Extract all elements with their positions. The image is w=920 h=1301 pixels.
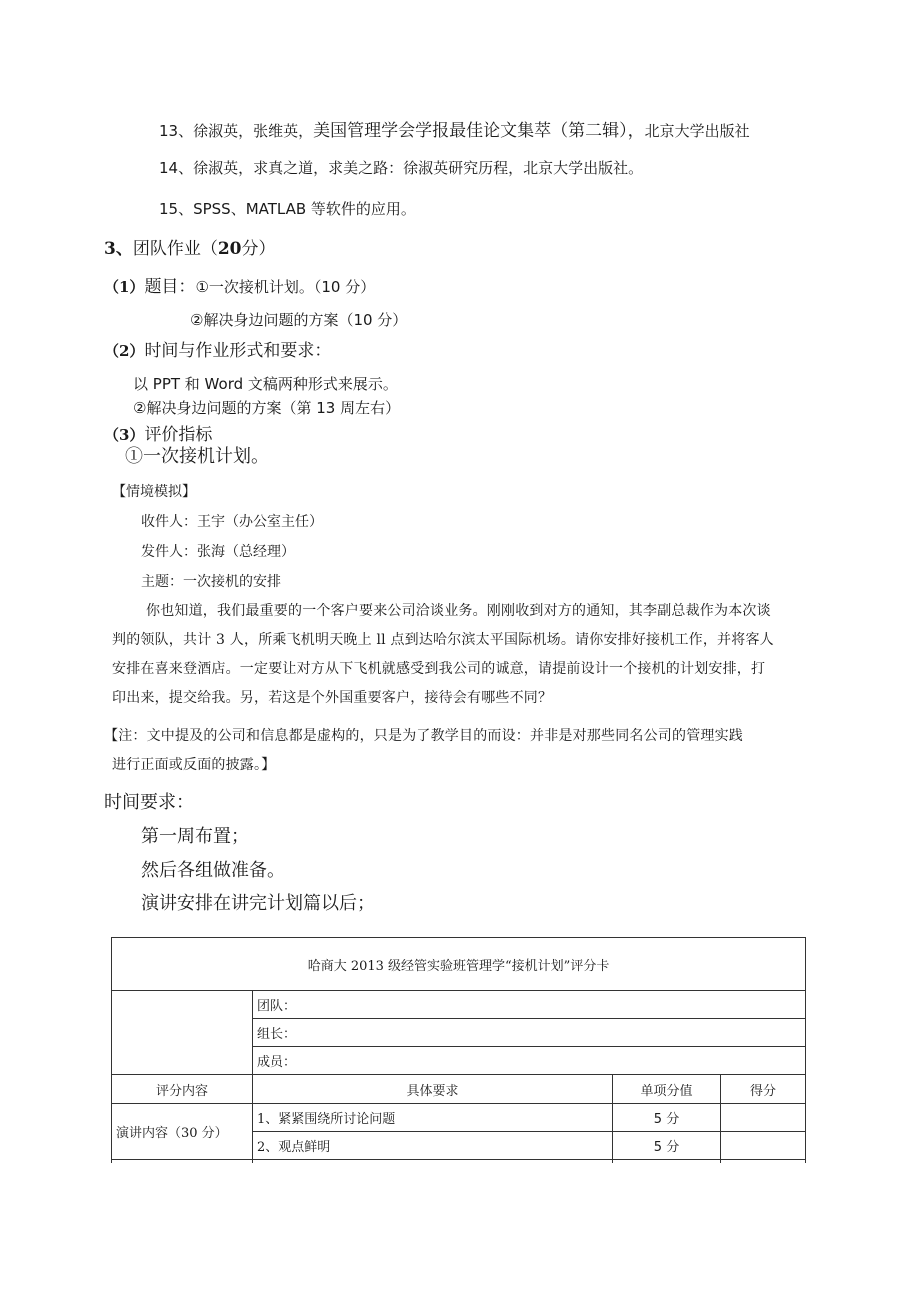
time-requirement-line-1: 第一周布置；: [141, 826, 249, 847]
scenario-body-line-1: 你也知道，我们最重要的一个客户要来公司洽谈业务。刚刚收到对方的通知，其李副总裁作为本次谈: [146, 603, 771, 619]
page-bottom-margin: [0, 1163, 920, 1301]
question-1: [104, 272, 375, 297]
question-3-item-1: ①一次接机计划。: [125, 446, 269, 467]
question-2-label: 时间与作业形式和要求：: [144, 341, 332, 361]
question-3-label: 评价指标: [144, 425, 213, 445]
scenario-recipient: 收件人：王宇（办公室主任）: [141, 514, 323, 530]
header-score-got: 得分: [721, 1075, 806, 1104]
question-1-label: 题目：: [144, 277, 196, 297]
reference-13-authors: 徐淑英，张维英，: [193, 122, 314, 140]
team-row: [112, 991, 806, 1019]
item-score-cell: 5 分: [613, 1132, 721, 1160]
scenario-note-line-1: 【注：文中提及的公司和信息都是虚构的，只是为了教学目的而设：并非是对那些同名公司的管理实践: [104, 728, 743, 744]
section-3-number: 3、: [104, 239, 133, 259]
time-requirement-line-2: 然后各组做准备。: [141, 860, 285, 881]
table-header-row: [112, 1075, 806, 1104]
reference-15: [159, 198, 416, 219]
question-2-line-2: ②解决身边问题的方案（第 13 周左右）: [133, 399, 401, 417]
header-requirement: 具体要求: [253, 1075, 613, 1104]
requirement-cell: 2、观点鲜明: [253, 1132, 613, 1160]
reference-13-title: 美国管理学会学报最佳论文集萃（第二辑），: [313, 121, 645, 141]
team-label: 团队：: [253, 991, 806, 1019]
category-cell: 演讲内容（30 分）: [112, 1104, 253, 1160]
question-1-number: （1）: [104, 278, 145, 296]
scenario-tag: 【情境模拟】: [112, 484, 196, 500]
score-card-table: [111, 937, 806, 1200]
reference-13-number: 13、: [159, 122, 194, 140]
question-1-item-1: ①一次接机计划。（10 分）: [195, 278, 376, 296]
scenario-note-line-2: 进行正面或反面的披露。】: [112, 757, 276, 773]
reference-15-number: 15、: [159, 200, 194, 218]
reference-13-publisher: 北京大学出版社: [644, 122, 750, 140]
reference-14-number: 14、: [159, 159, 194, 177]
section-3-score: 20: [217, 239, 242, 259]
score-card-title: 哈商大 2013 级经管实验班管理学“接机计划”评分卡: [112, 938, 806, 991]
reference-13: [159, 116, 750, 141]
time-requirement-line-3: 演讲安排在讲完计划篇以后；: [141, 893, 375, 914]
item-score-cell: 5 分: [613, 1104, 721, 1132]
scenario-sender: 发件人：张海（总经理）: [141, 544, 295, 560]
time-requirement-heading: 时间要求：: [104, 792, 194, 813]
question-1-item-2: ②解决身边问题的方案（10 分）: [190, 311, 408, 329]
score-got-cell[interactable]: [721, 1132, 806, 1160]
scenario-body-line-3: 安排在喜来登酒店。一定要让对方从下飞机就感受到我公司的诚意，请提前设计一个接机的计划安排，打: [112, 661, 766, 677]
section-3-heading: [104, 234, 276, 259]
question-2-number: （2）: [104, 342, 145, 360]
header-item-score: 单项分值: [613, 1075, 721, 1104]
question-3-number: （3）: [104, 426, 145, 444]
reference-14-text: 徐淑英，求真之道，求美之路：徐淑英研究历程，北京大学出版社。: [193, 159, 644, 177]
scenario-note: [104, 722, 834, 780]
section-3-title: 团队作业（: [132, 239, 218, 259]
question-2-line-1: 以 PPT 和 Word 文稿两种形式来展示。: [133, 375, 398, 393]
scenario-subject: 主题：一次接机的安排: [141, 574, 281, 590]
leader-label: 组长：: [253, 1019, 806, 1047]
question-2: [104, 336, 331, 361]
scenario-body-line-4: 印出来，提交给我。另，若这是个外国重要客户，接待会有哪些不同？: [112, 690, 553, 706]
team-info-blank: [112, 991, 253, 1075]
table-row: [112, 1104, 806, 1132]
score-card-title-row: [112, 938, 806, 991]
score-got-cell[interactable]: [721, 1104, 806, 1132]
requirement-cell: 1、紧紧围绕所讨论问题: [253, 1104, 613, 1132]
reference-14: [159, 157, 643, 178]
scenario-body: [112, 597, 832, 713]
scenario-body-line-2: 判的领队，共计 3 人，所乘飞机明天晚上 ll 点到达哈尔滨太平国际机场。请你安排好接机工作，并将客人: [112, 632, 774, 648]
reference-15-text: SPSS、MATLAB 等软件的应用。: [193, 200, 416, 218]
section-3-tail: 分）: [241, 239, 276, 259]
header-content: 评分内容: [112, 1075, 253, 1104]
members-label: 成员：: [253, 1047, 806, 1075]
